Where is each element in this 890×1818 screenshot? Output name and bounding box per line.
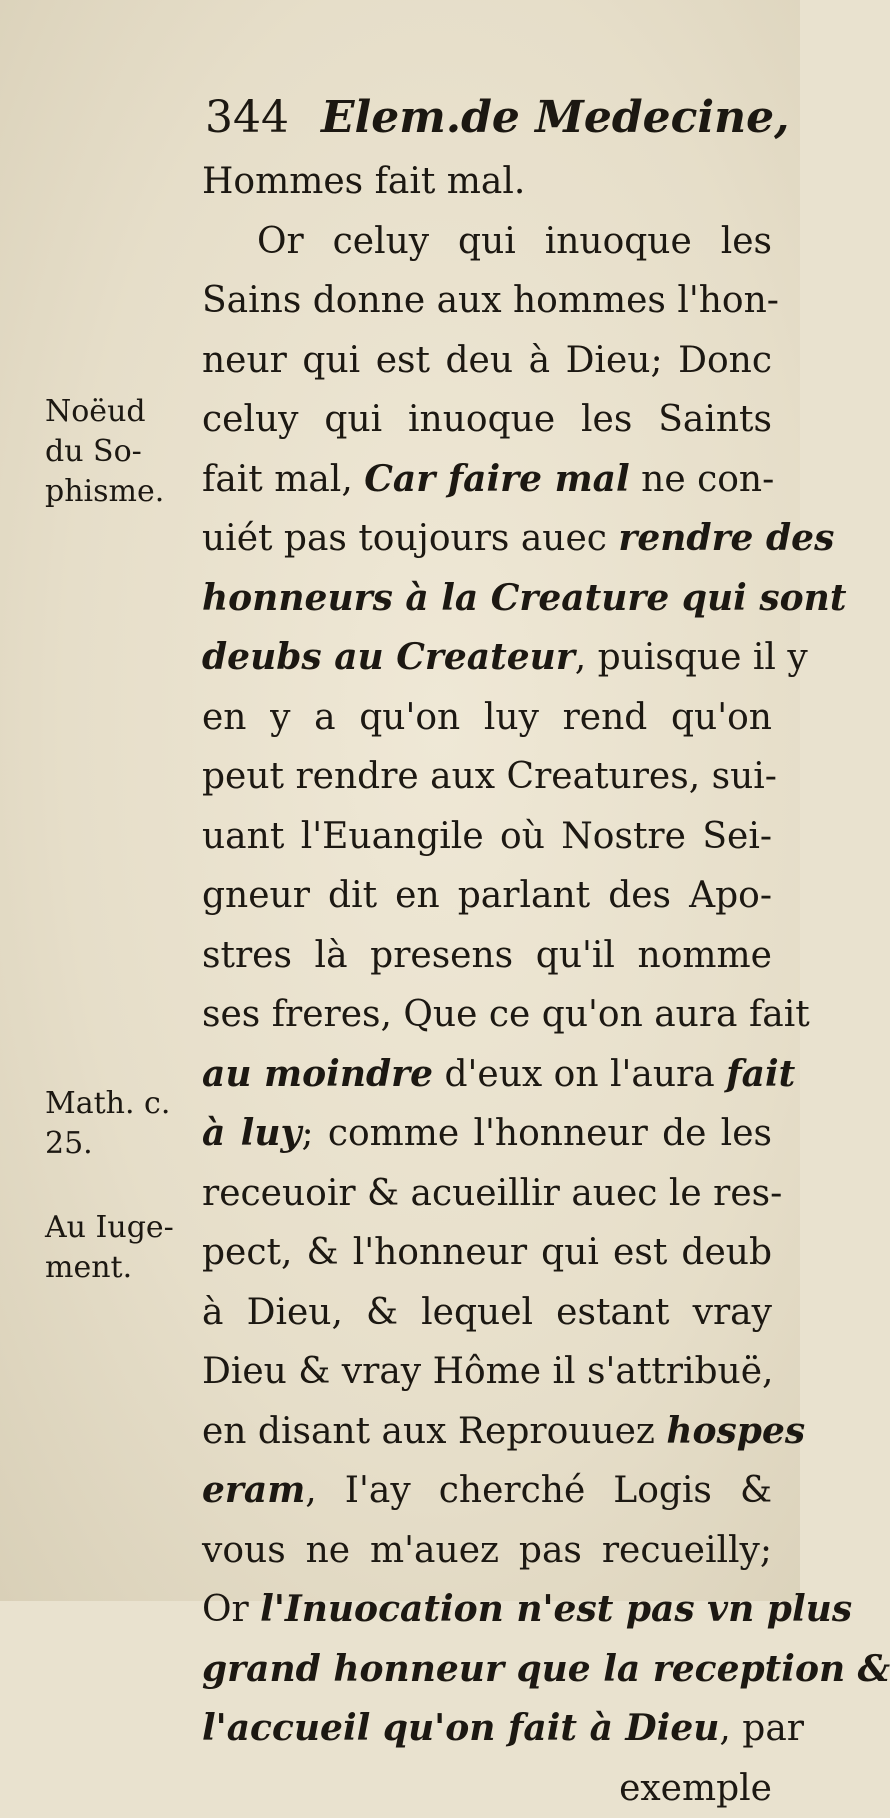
text-segment: receuoir & acueillir auec le res- xyxy=(202,1173,782,1214)
text-segment: uant l'Euangile où Nostre Sei- xyxy=(202,816,772,857)
italic-segment: fait xyxy=(726,1053,795,1095)
margin-note-line: Au Iuge- xyxy=(45,1208,174,1248)
italic-segment: honneurs à la Creature qui sont xyxy=(202,577,846,619)
text-line xyxy=(202,747,772,807)
text-segment: pect, & l'honneur qui est deub xyxy=(202,1232,772,1273)
italic-segment: eram xyxy=(202,1469,305,1511)
margin-note-line: 25. xyxy=(45,1124,170,1164)
text-line xyxy=(202,1342,772,1402)
text-segment: , puisque il y xyxy=(575,637,808,678)
text-line xyxy=(202,331,772,391)
text-segment: celuy qui inuoque les Saints xyxy=(202,399,772,440)
text-segment: neur qui est deu à Dieu; Donc xyxy=(202,340,772,381)
text-line xyxy=(202,807,772,867)
text-line xyxy=(202,628,772,688)
text-line xyxy=(202,1402,772,1462)
margin-note-2 xyxy=(45,1084,170,1164)
italic-segment: hospes xyxy=(666,1410,805,1452)
text-segment: fait mal, xyxy=(202,459,364,500)
text-line xyxy=(202,1521,772,1581)
page-header xyxy=(205,92,789,144)
text-line xyxy=(202,866,772,926)
text-line xyxy=(202,1223,772,1283)
margin-note-line: ment. xyxy=(45,1248,174,1288)
text-segment: gneur dit en parlant des Apo- xyxy=(202,875,772,916)
italic-segment: au moindre xyxy=(202,1053,433,1095)
text-segment: vous ne m'auez pas recueilly; xyxy=(202,1530,772,1571)
text-line xyxy=(202,1045,772,1105)
text-segment: exemple xyxy=(619,1768,772,1809)
margin-note-3 xyxy=(45,1208,174,1288)
italic-segment: l'Inuocation n'est pas vn plus xyxy=(260,1588,852,1630)
text-segment: Or xyxy=(202,1589,260,1630)
text-segment: stres là presens qu'il nomme xyxy=(202,935,772,976)
text-segment: en y a qu'on luy rend qu'on xyxy=(202,697,772,738)
text-segment: Or celuy qui inuoque les xyxy=(257,221,772,262)
text-line xyxy=(202,152,772,212)
italic-segment: rendre des xyxy=(618,517,834,559)
text-line xyxy=(202,688,772,748)
text-segment: Sains donne aux hommes l'hon- xyxy=(202,280,779,321)
margin-note-line: phisme. xyxy=(45,472,164,512)
margin-note-1 xyxy=(45,392,164,512)
italic-segment: Car faire mal xyxy=(364,458,629,500)
body-text xyxy=(202,152,772,1818)
text-line xyxy=(202,926,772,986)
text-line xyxy=(202,1580,772,1640)
text-segment: peut rendre aux Creatures, sui- xyxy=(202,756,777,797)
page-number: 344 xyxy=(205,92,289,143)
text-line xyxy=(202,271,772,331)
text-line xyxy=(202,390,772,450)
text-line xyxy=(202,212,772,272)
text-segment: à Dieu, & lequel estant vray xyxy=(202,1292,772,1333)
text-segment: ses freres, Que ce qu'on aura fait xyxy=(202,994,810,1035)
text-line xyxy=(202,1461,772,1521)
text-line xyxy=(202,509,772,569)
text-segment: Dieu & vray Hôme il s'attribuë, xyxy=(202,1351,773,1392)
margin-note-line: Noëud xyxy=(45,392,164,432)
text-line xyxy=(202,1699,772,1759)
text-line xyxy=(202,1104,772,1164)
italic-segment: à luy xyxy=(202,1112,301,1154)
margin-note-line: Math. c. xyxy=(45,1084,170,1124)
italic-segment: deubs au Createur xyxy=(202,636,575,678)
text-segment: , I'ay cherché Logis & xyxy=(305,1470,772,1511)
text-segment: uiét pas toujours auec xyxy=(202,518,618,559)
text-line xyxy=(202,985,772,1045)
text-line xyxy=(202,450,772,510)
italic-segment: grand honneur que la reception & xyxy=(202,1648,890,1690)
running-head: Elem.de Medecine, xyxy=(321,92,789,143)
text-line xyxy=(202,1164,772,1224)
text-line xyxy=(202,1640,772,1700)
margin-note-line: du So- xyxy=(45,432,164,472)
text-line xyxy=(202,1759,772,1818)
text-segment: en disant aux Reprouuez xyxy=(202,1411,666,1452)
text-line xyxy=(202,569,772,629)
text-segment: d'eux on l'aura xyxy=(433,1054,726,1095)
text-line xyxy=(202,1283,772,1343)
text-segment: ne con- xyxy=(630,459,775,500)
text-segment: Hommes fait mal. xyxy=(202,161,525,202)
text-segment: ; comme l'honneur de les xyxy=(301,1113,772,1154)
text-segment: , par xyxy=(719,1708,804,1749)
italic-segment: l'accueil qu'on fait à Dieu xyxy=(202,1707,719,1749)
